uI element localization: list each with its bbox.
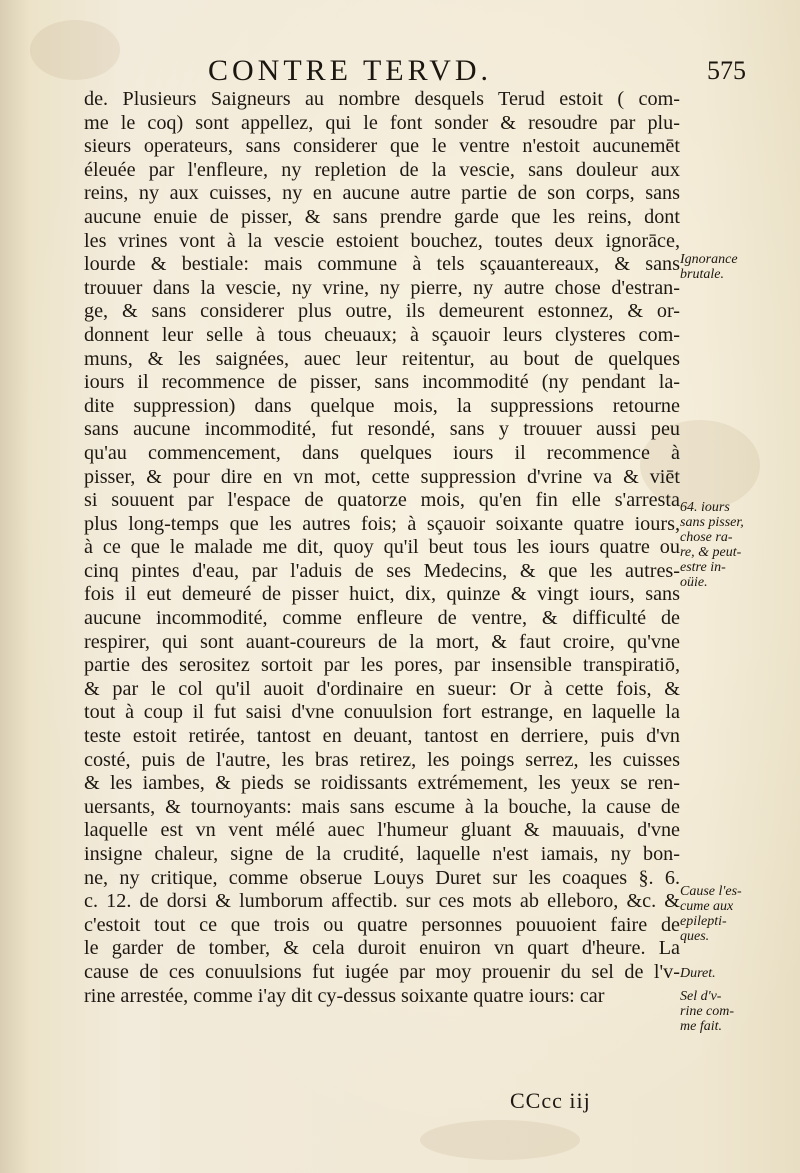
text-line: laquelle est vn vent mélé auec l'humeur gluant & mauuais, d'vne [84, 819, 680, 842]
text-line: c. 12. de dorsi & lumborum affectib. sur ces mots ab elleboro, &c. & [84, 890, 680, 913]
text-line: à ce que le malade me dit, quoy qu'il beut tous les iours quatre ou [84, 536, 680, 559]
margin-note-line: chose ra- [680, 530, 733, 545]
text-line: lourde & bestiale: mais commune à tels sçauantereaux, & sans [84, 253, 680, 276]
text-line: dite suppression) dans quelque mois, la suppressions retourne [84, 394, 680, 417]
text-line: sieurs operateurs, sans considerer que le ventre n'estoit aucunemēt [84, 135, 680, 158]
text-line: qu'au commencement, dans quelques iours il recommence à [84, 441, 680, 464]
main-text-block [84, 88, 680, 1008]
margin-note [680, 500, 744, 590]
text-line: tout à coup il fut saisi d'vne conuulsion fort estrange, en laquelle la [84, 701, 680, 724]
text-line: ne, ny critique, comme obserue Louys Duret sur les coaques §. 6. [84, 866, 680, 889]
text-line: partie des serositez sortoit par les pores, par insensible transpiratiō, [84, 654, 680, 677]
margin-note-line: cume aux [680, 899, 734, 914]
margin-note-line: estre in- [680, 560, 726, 575]
margin-note-line: epilepti- [680, 914, 727, 929]
margin-note [680, 252, 738, 282]
text-line: muns, & les saignées, auec leur reitentur, au bout de quelques [84, 347, 680, 370]
signature-mark: CCcc iij [510, 1088, 591, 1113]
margin-note-line: re, & peut- [680, 545, 742, 560]
text-line: ge, & sans considerer plus outre, ils demeurent estonnez, & or- [84, 300, 680, 323]
margin-note-line: 64. iours [680, 500, 730, 515]
text-line: cause de ces conuulsions fut iugée par moy prouenir du sel de l'v- [84, 960, 680, 983]
text-line: uersants, & tournoyants: mais sans escume à la bouche, la cause de [84, 795, 680, 818]
text-line: pisser, & pour dire en vn mot, cette suppression d'vrine va & viēt [84, 465, 680, 488]
margin-note [680, 966, 716, 981]
text-line: me le coq) sont appellez, qui le font sonder & resoudre par plu- [84, 111, 680, 134]
text-line: donnent leur selle à tous cheuaux; à sçauoir leurs clysteres com- [84, 323, 680, 346]
text-line: plus long-temps que les autres fois; à sçauoir soixante quatre iours, [84, 512, 680, 535]
paper-stain [30, 20, 120, 80]
text-line: & les iambes, & pieds se roidissants extrémement, les yeux se ren- [84, 772, 680, 795]
text-line: & par le col qu'il auoit d'ordinaire en sueur: Or à cette fois, & [84, 677, 680, 700]
text-line: fois il eut demeuré de pisser huict, dix, quinze & vingt iours, sans [84, 583, 680, 606]
text-line: respirer, qui sont auant-coureurs de la mort, & faut croire, qu'vne [84, 630, 680, 653]
text-line: c'estoit tout ce que trois ou quatre personnes pouuoient faire de [84, 913, 680, 936]
text-line: iours il recommence de pisser, sans incommodité (ny pendant la- [84, 371, 680, 394]
running-head: CONTRE TERVD. [208, 54, 493, 87]
margin-note-line: Cause l'es- [680, 884, 742, 899]
margin-note [680, 989, 734, 1034]
margin-note-line: me fait. [680, 1019, 722, 1034]
margin-note [680, 884, 742, 944]
margin-note-line: brutale. [680, 267, 724, 282]
margin-note-line: rine com- [680, 1004, 735, 1019]
text-line: aucune enuie de pisser, & sans prendre garde que les reins, dont [84, 205, 680, 228]
text-line: aucune incommodité, comme enfleure de ventre, & difficulté de [84, 607, 680, 630]
margin-note-line: sans pisser, [680, 515, 744, 530]
text-line: de. Plusieurs Saigneurs au nombre desquels Terud estoit ( com- [84, 88, 680, 110]
text-line: si souuent par l'espace de quatorze mois, qu'en fin elle s'arresta [84, 489, 680, 512]
margin-note-line: ques. [680, 929, 710, 944]
text-line: cinq pintes d'eau, par l'aduis de ses Medecins, & que les autres- [84, 559, 680, 582]
text-line: trouuer dans la vescie, ny vrine, ny pierre, ny autre chose d'estran- [84, 276, 680, 299]
page-header [200, 50, 760, 90]
text-line: teste estoit retirée, tantost en deuant, tantost en derriere, puis d'vn [84, 725, 680, 748]
text-line: costé, puis de l'autre, les bras retirez, les poings serrez, les cuisses [84, 748, 680, 771]
margin-note-line: oüie. [680, 575, 708, 590]
text-line: éleuée par l'enfleure, ny repletion de la vescie, sans douleur aux [84, 158, 680, 181]
text-line: les vrines vont à la vescie estoient bouchez, toutes deux ignorāce, [84, 229, 680, 252]
margin-note-line: Duret. [680, 966, 716, 981]
text-line: rine arrestée, comme i'ay dit cy-dessus soixante quatre iours: car [84, 984, 605, 1007]
text-line: sans aucune incommodité, fut resondé, sans y trouuer aussi peu [84, 418, 680, 441]
text-line: le garder de tomber, & cela duroit enuiron vn quart d'heure. La [84, 937, 680, 960]
text-line: insigne chaleur, signe de la crudité, laquelle n'est iamais, ny bon- [84, 843, 680, 865]
margin-note-line: Ignorance [680, 252, 738, 267]
page-number: 575 [707, 56, 746, 85]
paper-stain [420, 1120, 580, 1160]
margin-note-line: Sel d'v- [680, 989, 722, 1004]
text-line: reins, ny aux cuisses, ny en aucune autre partie de son corps, sans [84, 182, 680, 205]
